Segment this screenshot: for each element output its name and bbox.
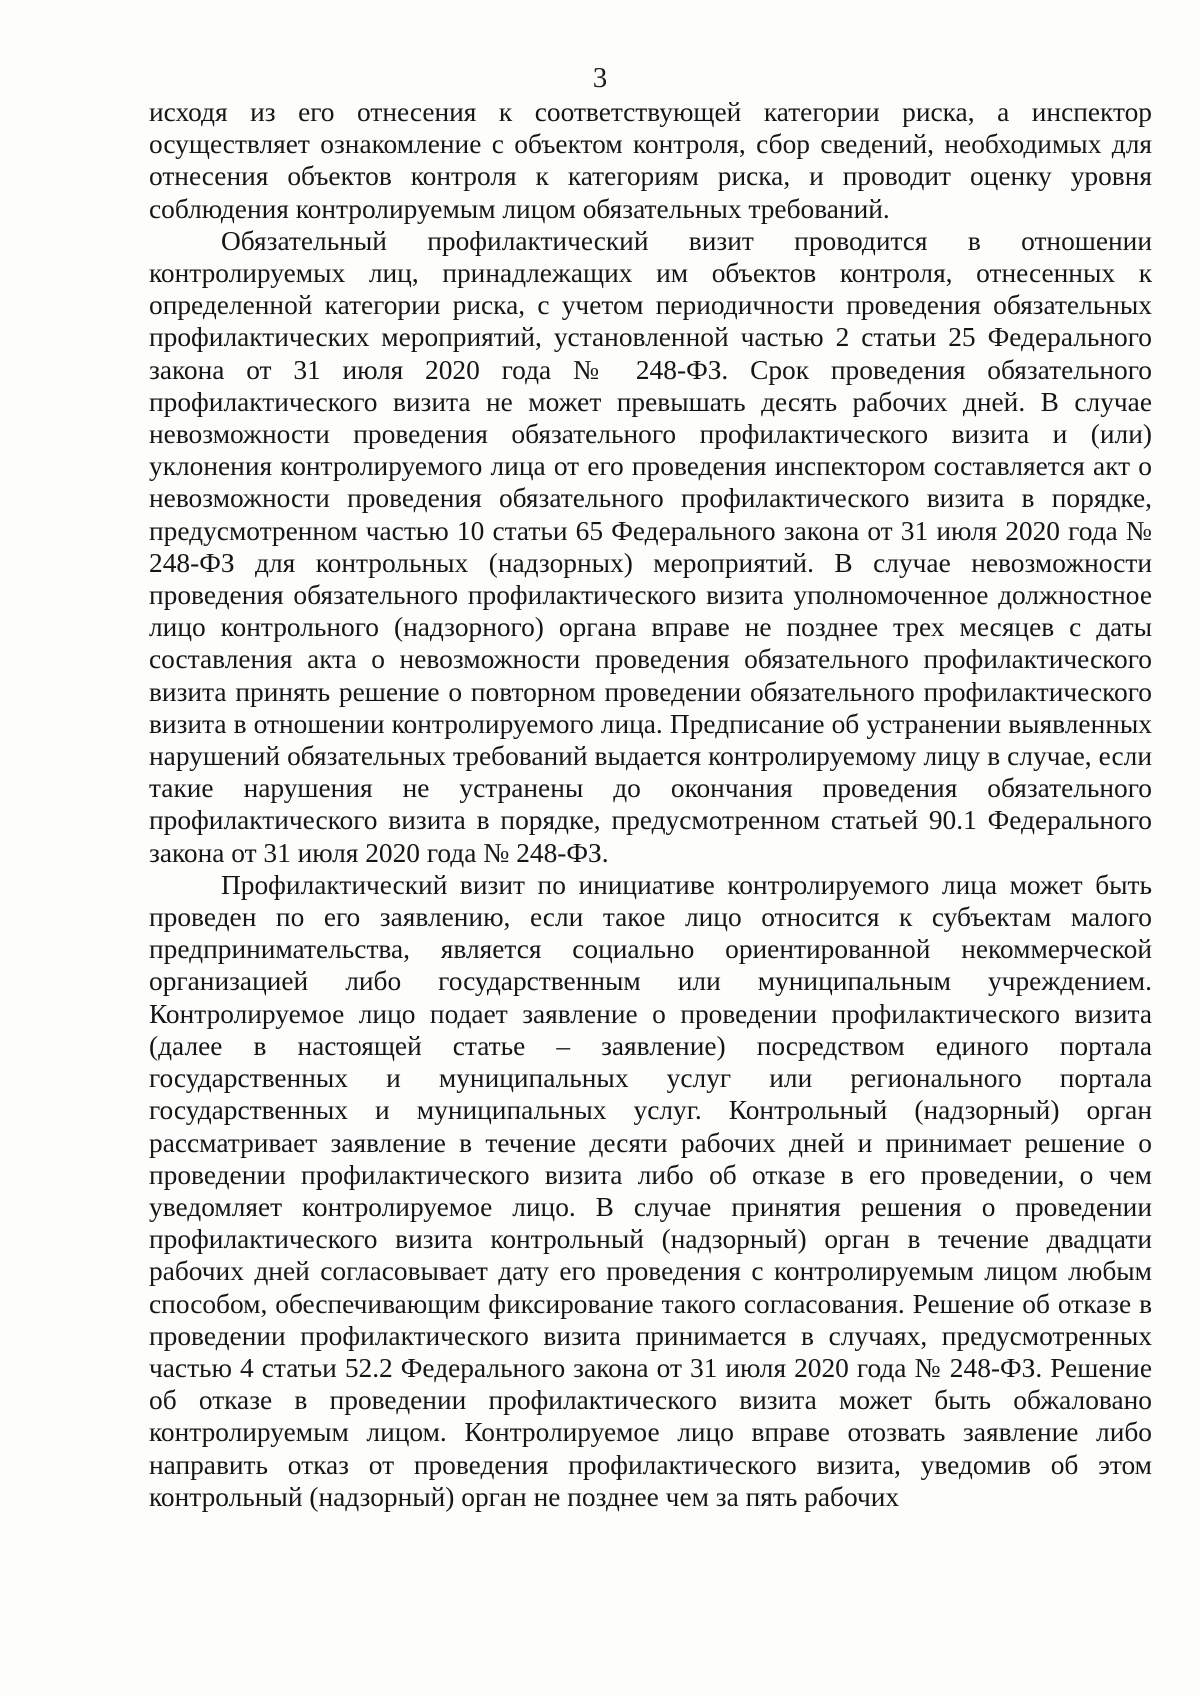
paragraph-initiative-visit: Профилактический визит по инициативе контролируемого лица может быть проведен по его заявлению, если такое лицо относится к субъектам малого предпринимательства, является социально ориентированной некоммерческой организацией либо государственным или муниципальным учреждением. Контролируемое лицо подает заявление о проведении профилактического визита (далее в настоящей статье – заявление) посредством единого портала государственных и муниципальных услуг или регионального портала государственных и муниципальных услуг. Контрольный (надзорный) орган рассматривает заявление в течение десяти рабочих дней и принимает решение о проведении профилактического визита либо об отказе в его проведении, о чем уведомляет контролируемое лицо. В случае принятия решения о проведении профилактического визита контрольный (надзорный) орган в течение двадцати рабочих дней согласовывает дату его проведения с контролируемым лицом любым способом, обеспечивающим фиксирование такого согласования. Решение об отказе в проведении профилактического визита принимается в случаях, предусмотренных частью 4 статьи 52.2 Федерального закона от 31 июля 2020 года № 248-ФЗ. Решение об отказе в проведении профилактического визита может быть обжаловано контролируемым лицом. Контролируемое лицо вправе отозвать заявление либо направить отказ от проведения профилактического визита, уведомив об этом контрольный (надзорный) орган не позднее чем за пять рабочих — [149, 869, 1152, 1512]
paragraph-mandatory-visit: Обязательный профилактический визит проводится в отношении контролируемых лиц, принадлежащих им объектов контроля, отнесенных к определенной категории риска, с учетом периодичности проведения обязательных профилактических мероприятий, установленной частью 2 статьи 25 Федерального закона от 31 июля 2020 года № 248-ФЗ. Срок проведения обязательного профилактического визита не может превышать десять рабочих дней. В случае невозможности проведения обязательного профилактического визита и (или) уклонения контролируемого лица от его проведения инспектором составляется акт о невозможности проведения обязательного профилактического визита в порядке, предусмотренном частью 10 статьи 65 Федерального закона от 31 июля 2020 года № 248-ФЗ для контрольных (надзорных) мероприятий. В случае невозможности проведения обязательного профилактического визита уполномоченное должностное лицо контрольного (надзорного) органа вправе не позднее трех месяцев с даты составления акта о невозможности проведения обязательного профилактического визита принять решение о повторном проведении обязательного профилактического визита в отношении контролируемого лица. Предписание об устранении выявленных нарушений обязательных требований выдается контролируемому лицу в случае, если такие нарушения не устранены до окончания проведения обязательного профилактического визита в порядке, предусмотренном статьей 90.1 Федерального закона от 31 июля 2020 года № 248-ФЗ. — [149, 225, 1152, 868]
paragraph-continuation: исходя из его отнесения к соответствующей категории риска, а инспектор осуществляет ознакомление с объектом контроля, сбор сведений, необходимых для отнесения объектов контроля к категориям риска, и проводит оценку уровня соблюдения контролируемым лицом обязательных требований. — [149, 97, 1152, 224]
document-body — [149, 96, 1152, 1513]
page-number: 3 — [592, 62, 608, 94]
